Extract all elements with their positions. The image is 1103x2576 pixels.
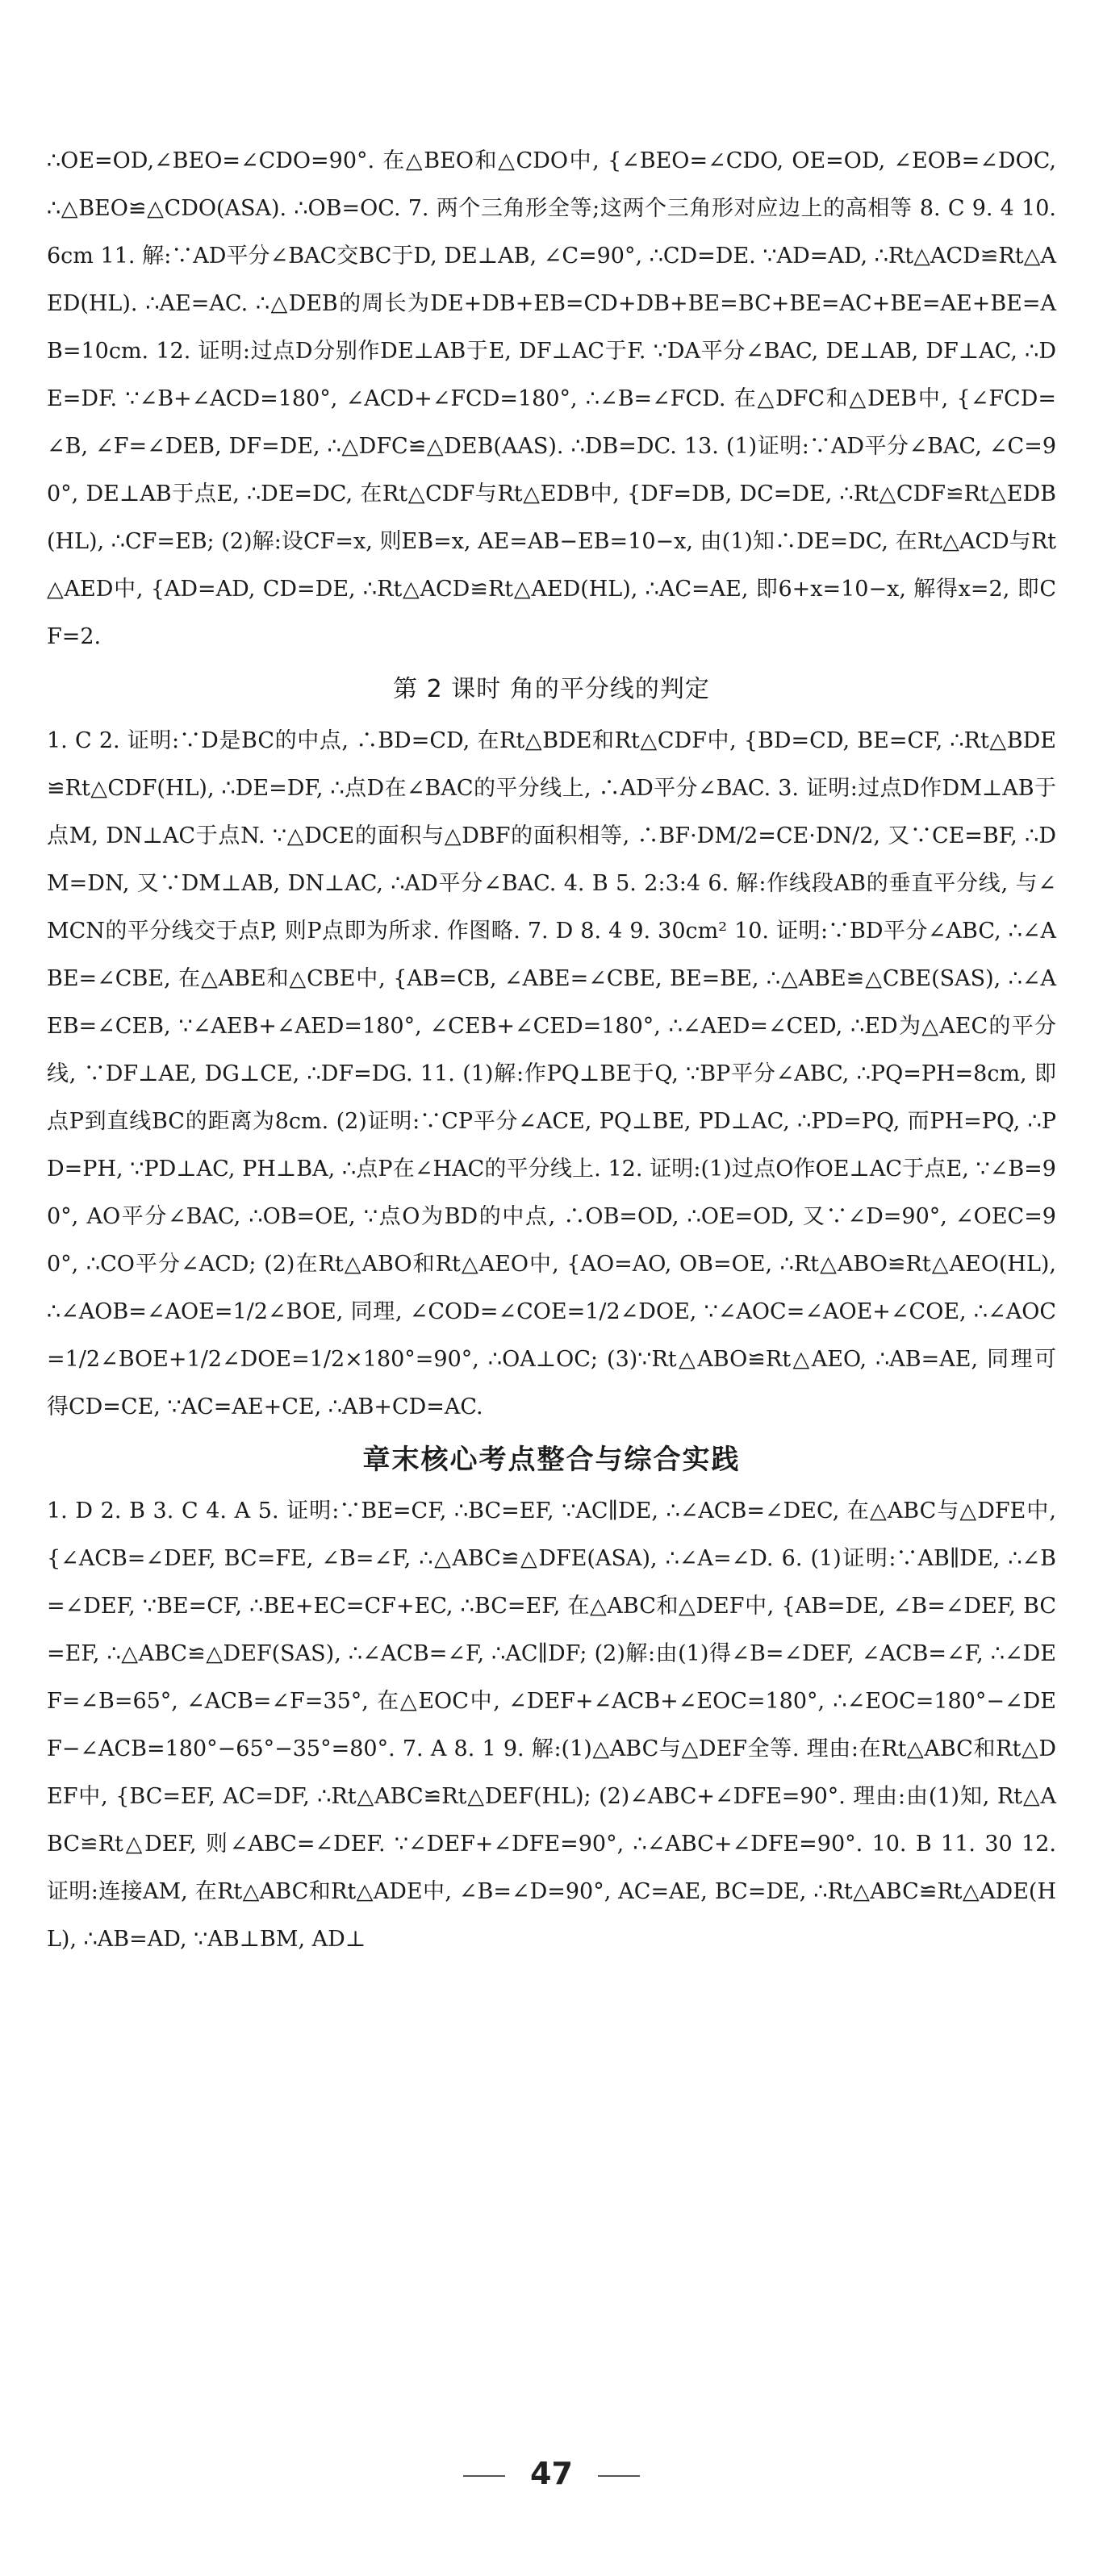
answer-content: [47, 137, 1056, 1963]
page-number: 47: [530, 2456, 573, 2491]
footer-left-rule: [463, 2475, 505, 2477]
answers-section-3: 1. D 2. B 3. C 4. A 5. 证明:∵BE=CF, ∴BC=EF, ∵AC∥DE, ∴∠ACB=∠DEC, 在△ABC与△DFE中, {∠ACB=∠DEF, BC=FE, ∠B=∠F, ∴△ABC≌△DFE(ASA), ∴∠A=∠D. 6. (1)证明:∵AB∥DE, ∴∠B=∠DEF, ∵BE=CF, ∴BE+EC=CF+EC, ∴BC=EF, 在△ABC和△DEF中, {AB=DE, ∠B=∠DEF, BC=EF, ∴△ABC≌△DEF(SAS), ∴∠ACB=∠F, ∴AC∥DF; (2)解:由(1)得∠B=∠DEF, ∠ACB=∠F, ∴∠DEF=∠B=65°, ∠ACB=∠F=35°, 在△EOC中, ∠DEF+∠ACB+∠EOC=180°, ∴∠EOC=180°−∠DEF−∠ACB=180°−65°−35°=80°. 7. A 8. 1 9. 解:(1)△ABC与△DEF全等. 理由:在Rt△ABC和Rt△DEF中, {BC=EF, AC=DF, ∴Rt△ABC≌Rt△DEF(HL); (2)∠ABC+∠DFE=90°. 理由:由(1)知, Rt△ABC≌Rt△DEF, 则∠ABC=∠DEF. ∵∠DEF+∠DFE=90°, ∴∠ABC+∠DFE=90°. 10. B 11. 30 12. 证明:连接AM, 在Rt△ABC和Rt△ADE中, ∠B=∠D=90°, AC=AE, BC=DE, ∴Rt△ABC≌Rt△ADE(HL), ∴AB=AD, ∵AB⊥BM, AD⊥: [47, 1498, 1056, 1952]
footer-right-rule: [598, 2475, 640, 2477]
page-footer: [0, 2456, 1103, 2491]
answers-section-1: ∴OE=OD,∠BEO=∠CDO=90°. 在△BEO和△CDO中, {∠BEO=∠CDO, OE=OD, ∠EOB=∠DOC, ∴△BEO≌△CDO(ASA). ∴OB=OC. 7. 两个三角形全等;这两个三角形对应边上的高相等 8. C 9. 4 10. 6cm 11. 解:∵AD平分∠BAC交BC于D, DE⊥AB, ∠C=90°, ∴CD=DE. ∵AD=AD, ∴Rt△ACD≌Rt△AED(HL). ∴AE=AC. ∴△DEB的周长为DE+DB+EB=CD+DB+BE=BC+BE=AC+BE=AE+BE=AB=10cm. 12. 证明:过点D分别作DE⊥AB于E, DF⊥AC于F. ∵DA平分∠BAC, DE⊥AB, DF⊥AC, ∴DE=DF. ∵∠B+∠ACD=180°, ∠ACD+∠FCD=180°, ∴∠B=∠FCD. 在△DFC和△DEB中, {∠FCD=∠B, ∠F=∠DEB, DF=DE, ∴△DFC≌△DEB(AAS). ∴DB=DC. 13. (1)证明:∵AD平分∠BAC, ∠C=90°, DE⊥AB于点E, ∴DE=DC, 在Rt△CDF与Rt△EDB中, {DF=DB, DC=DE, ∴Rt△CDF≌Rt△EDB(HL), ∴CF=EB; (2)解:设CF=x, 则EB=x, AE=AB−EB=10−x, 由(1)知∴DE=DC, 在Rt△ACD与Rt△AED中, {AD=AD, CD=DE, ∴Rt△ACD≌Rt△AED(HL), ∴AC=AE, 即6+x=10−x, 解得x=2, 即CF=2.: [47, 148, 1056, 649]
lesson-heading: 第 2 课时 角的平分线的判定: [393, 675, 710, 703]
answers-section-2: 1. C 2. 证明:∵D是BC的中点, ∴BD=CD, 在Rt△BDE和Rt△CDF中, {BD=CD, BE=CF, ∴Rt△BDE≌Rt△CDF(HL), ∴DE=DF, ∴点D在∠BAC的平分线上, ∴AD平分∠BAC. 3. 证明:过点D作DM⊥AB于点M, DN⊥AC于点N. ∵△DCE的面积与△DBF的面积相等, ∴BF·DM/2=CE·DN/2, 又∵CE=BF, ∴DM=DN, 又∵DM⊥AB, DN⊥AC, ∴AD平分∠BAC. 4. B 5. 2:3:4 6. 解:作线段AB的垂直平分线, 与∠MCN的平分线交于点P, 则P点即为所求. 作图略. 7. D 8. 4 9. 30cm² 10. 证明:∵BD平分∠ABC, ∴∠ABE=∠CBE, 在△ABE和△CBE中, {AB=CB, ∠ABE=∠CBE, BE=BE, ∴△ABE≌△CBE(SAS), ∴∠AEB=∠CEB, ∵∠AEB+∠AED=180°, ∠CEB+∠CED=180°, ∴∠AED=∠CED, ∴ED为△AEC的平分线, ∵DF⊥AE, DG⊥CE, ∴DF=DG. 11. (1)解:作PQ⊥BE于Q, ∵BP平分∠ABC, ∴PQ=PH=8cm, 即点P到直线BC的距离为8cm. (2)证明:∵CP平分∠ACE, PQ⊥BE, PD⊥AC, ∴PD=PQ, 而PH=PQ, ∴PD=PH, ∵PD⊥AC, PH⊥BA, ∴点P在∠HAC的平分线上. 12. 证明:(1)过点O作OE⊥AC于点E, ∵∠B=90°, AO平分∠BAC, ∴OB=OE, ∵点O为BD的中点, ∴OB=OD, ∴OE=OD, 又∵∠D=90°, ∠OEC=90°, ∴CO平分∠ACD; (2)在Rt△ABO和Rt△AEO中, {AO=AO, OB=OE, ∴Rt△ABO≌Rt△AEO(HL), ∴∠AOB=∠AOE=1/2∠BOE, 同理, ∠COD=∠COE=1/2∠DOE, ∵∠AOC=∠AOE+∠COE, ∴∠AOC=1/2∠BOE+1/2∠DOE=1/2×180°=90°, ∴OA⊥OC; (3)∵Rt△ABO≌Rt△AEO, ∴AB=AE, 同理可得CD=CE, ∵AC=AE+CE, ∴AB+CD=AC.: [47, 728, 1056, 1419]
chapter-heading: 章末核心考点整合与综合实践: [362, 1444, 741, 1476]
